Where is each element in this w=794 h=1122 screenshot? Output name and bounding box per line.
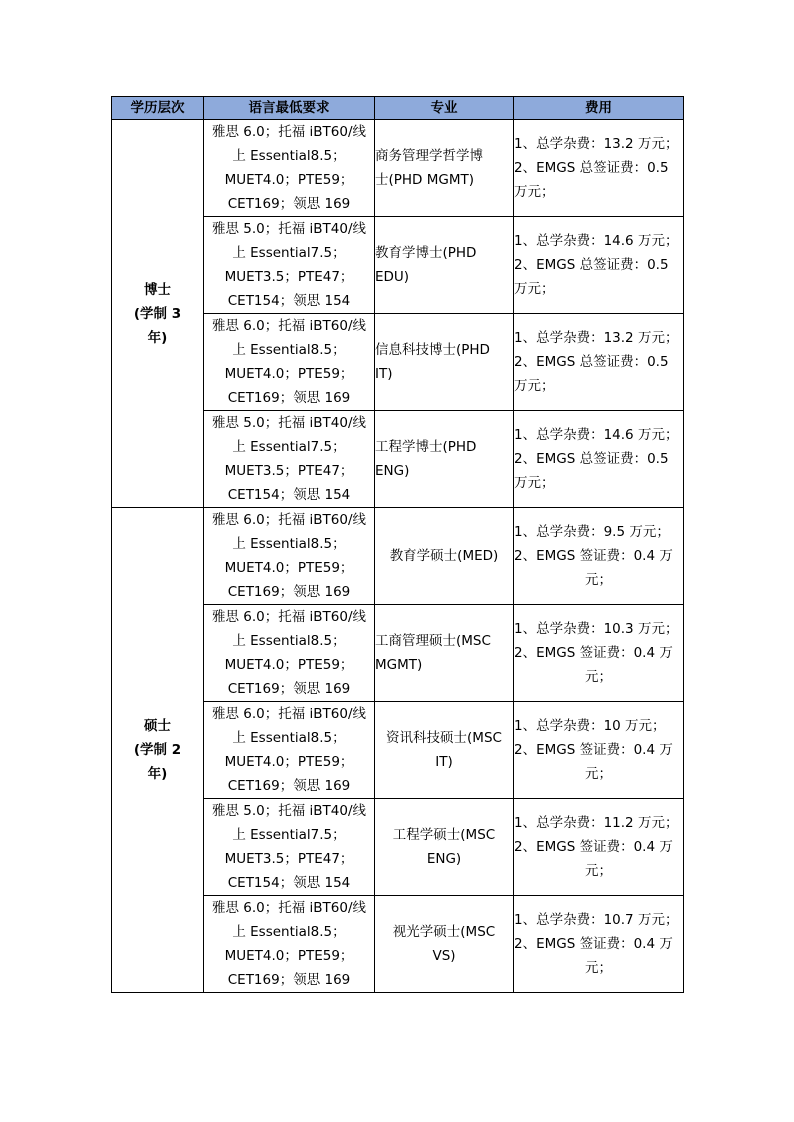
cell-line: 教育学硕士(MED) [389,548,499,564]
cell-line: MGMT) [375,657,423,673]
cell-line: CET169；领思 169 [227,584,351,600]
cell-line: 雅思 5.0；托福 iBT40/线 [211,221,367,237]
fee-cell [514,799,684,896]
cell-line: 雅思 5.0；托福 iBT40/线 [211,415,367,431]
header-language: 语言最低要求 [204,97,375,120]
cell-line: EDU) [375,269,410,285]
cell-line: ENG) [426,851,462,867]
cell-line: 上 Essential8.5； [232,148,346,164]
cell-line: 雅思 6.0；托福 iBT60/线 [211,609,367,625]
major-cell [375,702,514,799]
major-cell [375,799,514,896]
major-cell [375,217,514,314]
cell-line: 2、EMGS 签证费：0.4 万 [514,742,673,758]
level-master [112,508,204,993]
fee-cell [514,217,684,314]
cell-line: 万元； [514,378,555,394]
cell-line: 1、总学杂费：13.2 万元； [514,136,679,152]
cell-line: 上 Essential8.5； [232,342,346,358]
level-doctor [112,120,204,508]
major-cell [375,605,514,702]
cell-line: 元； [585,572,612,588]
cell-line: 资讯科技硕士(MSC [386,730,502,746]
major-cell [375,508,514,605]
cell-line: CET154；领思 154 [227,487,351,503]
cell-line: CET169；领思 169 [227,778,351,794]
cell-line: CET169；领思 169 [227,972,351,988]
cell-line: ENG) [375,463,410,479]
cell-line: CET154；领思 154 [227,293,351,309]
cell-line: 雅思 6.0；托福 iBT60/线 [211,900,367,916]
cell-line: 博士 [144,281,171,298]
cell-line: MUET4.0；PTE59； [224,948,354,964]
cell-line: 1、总学杂费：10 万元； [514,718,666,734]
table-body [112,120,684,993]
major-cell [375,411,514,508]
cell-line: 1、总学杂费：14.6 万元； [514,233,679,249]
cell-line: 商务管理学哲学博 [375,148,483,164]
table-row [112,120,684,217]
cell-line: MUET3.5；PTE47； [224,463,354,479]
cell-line: CET169；领思 169 [227,196,351,212]
cell-line: 万元； [514,184,555,200]
cell-line: 上 Essential7.5； [232,245,346,261]
fee-cell [514,411,684,508]
cell-line: 上 Essential7.5； [232,827,346,843]
cell-line: 雅思 6.0；托福 iBT60/线 [211,124,367,140]
cell-line: MUET4.0；PTE59； [224,172,354,188]
cell-line: IT) [435,754,453,770]
cell-line: 2、EMGS 签证费：0.4 万 [514,839,673,855]
cell-line: 元； [585,863,612,879]
cell-line: 1、总学杂费：13.2 万元； [514,330,679,346]
cell-line: 1、总学杂费：10.3 万元； [514,621,679,637]
cell-line: 2、EMGS 总签证费：0.5 [514,451,669,467]
cell-line: 2、EMGS 总签证费：0.5 [514,257,669,273]
cell-line: 士(PHD MGMT) [375,172,475,188]
cell-line: 万元； [514,281,555,297]
cell-line: 上 Essential8.5； [232,536,346,552]
cell-line: (学制 3 [133,305,182,322]
language-requirement-cell [204,702,375,799]
cell-line: 年) [147,766,168,782]
program-table [111,96,684,993]
cell-line: 工程学硕士(MSC [392,827,496,843]
language-requirement-cell [204,799,375,896]
major-cell [375,896,514,993]
cell-line: 雅思 5.0；托福 iBT40/线 [211,803,367,819]
language-requirement-cell [204,508,375,605]
cell-line: 上 Essential7.5； [232,439,346,455]
cell-line: 工商管理硕士(MSC [375,633,491,649]
cell-line: VS) [432,948,456,964]
cell-line: 元； [585,766,612,782]
language-requirement-cell [204,314,375,411]
cell-line: IT) [375,366,393,382]
major-cell [375,314,514,411]
fee-cell [514,508,684,605]
cell-line: 雅思 6.0；托福 iBT60/线 [211,706,367,722]
cell-line: MUET3.5；PTE47； [224,269,354,285]
cell-line: 万元； [514,475,555,491]
major-cell [375,120,514,217]
cell-line: CET169；领思 169 [227,390,351,406]
cell-line: 雅思 6.0；托福 iBT60/线 [211,318,367,334]
cell-line: 信息科技博士(PHD [375,342,490,358]
cell-line: 视光学硕士(MSC [392,924,496,940]
header-level: 学历层次 [112,97,204,120]
cell-line: 雅思 6.0；托福 iBT60/线 [211,512,367,528]
cell-line: 2、EMGS 总签证费：0.5 [514,354,669,370]
fee-cell [514,896,684,993]
cell-line: 1、总学杂费：11.2 万元； [514,815,679,831]
cell-line: 上 Essential8.5； [232,730,346,746]
cell-line: 1、总学杂费：10.7 万元； [514,912,679,928]
cell-line: MUET4.0；PTE59； [224,366,354,382]
language-requirement-cell [204,411,375,508]
cell-line: 年) [147,329,168,346]
cell-line: 1、总学杂费：9.5 万元； [514,524,670,540]
cell-line: 2、EMGS 签证费：0.4 万 [514,936,673,952]
table-row [112,508,684,605]
language-requirement-cell [204,605,375,702]
cell-line: MUET4.0；PTE59； [224,657,354,673]
cell-line: 教育学博士(PHD [375,245,477,261]
language-requirement-cell [204,217,375,314]
cell-line: (学制 2 [133,742,182,758]
cell-line: CET154；领思 154 [227,875,351,891]
language-requirement-cell [204,896,375,993]
cell-line: 2、EMGS 总签证费：0.5 [514,160,669,176]
cell-line: 1、总学杂费：14.6 万元； [514,427,679,443]
cell-line: 上 Essential8.5； [232,633,346,649]
cell-line: 元； [585,960,612,976]
cell-line: 工程学博士(PHD [375,439,477,455]
cell-line: 元； [585,669,612,685]
cell-line: 硕士 [144,718,171,734]
cell-line: MUET4.0；PTE59； [224,754,354,770]
table-header-row [112,97,684,120]
language-requirement-cell [204,120,375,217]
fee-cell [514,314,684,411]
cell-line: 2、EMGS 签证费：0.4 万 [514,645,673,661]
cell-line: 上 Essential8.5； [232,924,346,940]
fee-cell [514,605,684,702]
cell-line: CET169；领思 169 [227,681,351,697]
header-fee: 费用 [514,97,684,120]
cell-line: MUET4.0；PTE59； [224,560,354,576]
fee-cell [514,702,684,799]
header-major: 专业 [375,97,514,120]
fee-cell [514,120,684,217]
cell-line: MUET3.5；PTE47； [224,851,354,867]
cell-line: 2、EMGS 签证费：0.4 万 [514,548,673,564]
